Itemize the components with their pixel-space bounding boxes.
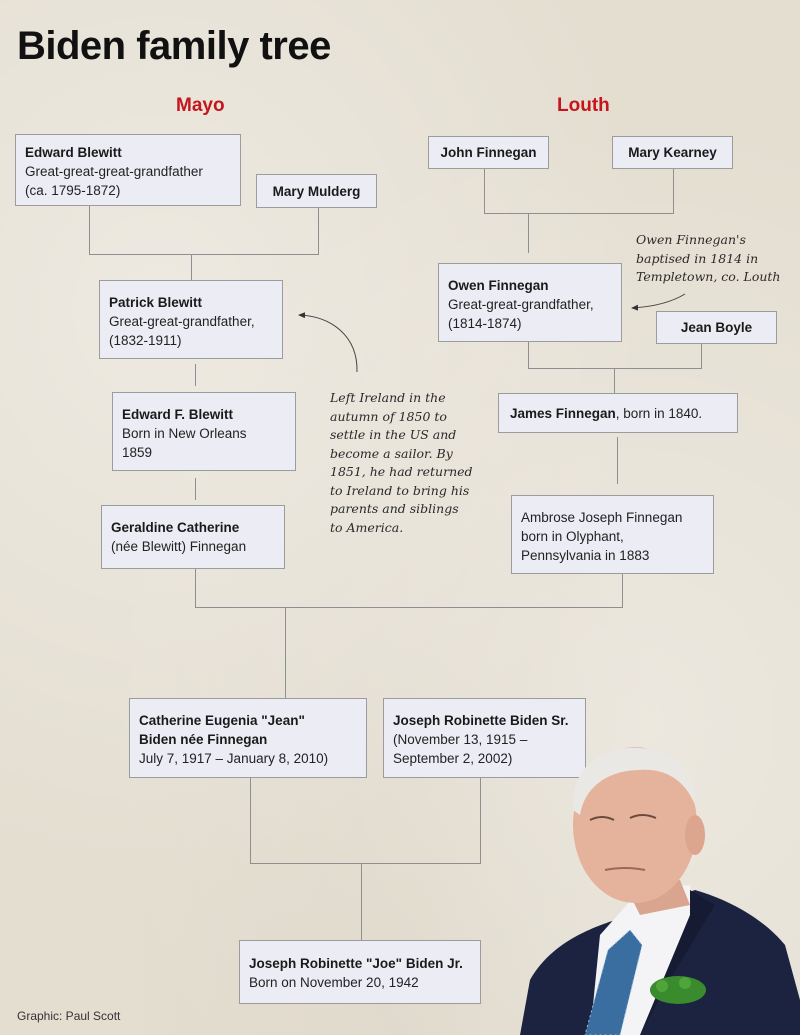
person-relation: Great-great-great-grandfather <box>25 164 203 179</box>
connector-line <box>484 213 674 214</box>
region-label-mayo: Mayo <box>176 95 225 116</box>
person-dates-end: September 2, 2002) <box>393 751 513 766</box>
region-label-louth: Louth <box>557 95 610 116</box>
annotation-patrick-blewitt <box>330 389 473 537</box>
connector-line <box>614 368 615 393</box>
person-name: Catherine Eugenia "Jean" <box>139 713 305 728</box>
connector-line <box>673 168 674 213</box>
connector-line <box>480 778 481 863</box>
person-name: James Finnegan <box>510 405 616 421</box>
person-name: Owen Finnegan <box>448 278 549 293</box>
person-dates: (ca. 1795-1872) <box>25 183 121 198</box>
connector-line <box>617 437 618 484</box>
person-name: Edward F. Blewitt <box>122 407 234 422</box>
connector-line <box>89 205 90 254</box>
annotation-line: Templetown, co. Louth <box>636 269 781 284</box>
person-box-edward-f-blewitt <box>112 392 296 471</box>
annotation-line: autumn of 1850 to <box>330 408 447 424</box>
person-name: Joseph Robinette Biden Sr. <box>393 713 569 728</box>
person-name: Mary Mulderg <box>272 183 361 199</box>
connector-line <box>528 213 529 253</box>
person-box-joe-biden <box>239 940 481 1004</box>
annotation-line: Left Ireland in the <box>330 390 446 405</box>
person-dates: (November 13, 1915 – <box>393 732 528 747</box>
person-name-continued: Biden née Finnegan <box>139 732 268 747</box>
connector-line <box>484 168 485 213</box>
person-dates: 1859 <box>122 445 153 460</box>
person-birthplace: Born in New Orleans <box>122 426 247 441</box>
person-box-owen-finnegan <box>438 263 622 342</box>
person-birthplace: born in Olyphant, <box>521 529 624 544</box>
person-box-edward-blewitt <box>15 134 241 206</box>
annotation-line: become a sailor. By <box>330 445 453 461</box>
annotation-owen-finnegan <box>636 231 780 287</box>
annotation-line: Owen Finnegan's <box>636 232 746 247</box>
connector-line <box>195 364 196 386</box>
connector-line <box>528 342 529 368</box>
person-name: Joseph Robinette "Joe" Biden Jr. <box>249 956 463 971</box>
graphic-credit: Graphic: Paul Scott <box>17 1009 121 1023</box>
connector-line <box>191 254 192 280</box>
person-box-james-finnegan <box>498 393 738 433</box>
annotation-line: baptised in 1814 in <box>636 250 759 266</box>
joe-biden-photo <box>490 740 800 1035</box>
person-name: Geraldine Catherine <box>111 520 240 535</box>
person-maiden-name: (née Blewitt) Finnegan <box>111 539 247 554</box>
annotation-line: parents and siblings <box>330 501 459 516</box>
person-birth: Born on November 20, 1942 <box>249 975 419 990</box>
connector-line <box>195 569 196 607</box>
annotation-line: settle in the US and <box>330 427 457 442</box>
person-box-jean-boyle <box>656 311 777 344</box>
person-relation: Great-great-grandfather, <box>448 297 594 312</box>
connector-line <box>528 368 702 369</box>
person-box-mary-kearney <box>612 136 733 169</box>
person-name: Ambrose Joseph Finnegan <box>521 510 683 525</box>
person-box-ambrose-finnegan <box>511 495 714 574</box>
person-box-patrick-blewitt <box>99 280 283 359</box>
annotation-line: 1851, he had returned <box>330 464 473 479</box>
annotation-line: to America. <box>330 519 404 535</box>
connector-line <box>361 863 362 940</box>
connector-line <box>89 254 319 255</box>
person-name: Edward Blewitt <box>25 145 122 160</box>
arrow-icon <box>299 315 357 372</box>
connector-line <box>285 607 286 698</box>
page-title: Biden family tree <box>17 24 331 68</box>
connector-line <box>701 344 702 368</box>
connector-line <box>250 778 251 863</box>
person-dates: (1832-1911) <box>109 333 182 348</box>
person-dates: (1814-1874) <box>448 316 522 331</box>
person-box-geraldine <box>101 505 285 569</box>
annotation-line: to Ireland to bring his <box>330 482 470 498</box>
person-box-catherine-biden <box>129 698 367 778</box>
person-name: John Finnegan <box>440 145 537 160</box>
person-box-mary-mulderg <box>256 174 377 208</box>
person-name: Patrick Blewitt <box>109 295 203 310</box>
person-birth: , born in 1840. <box>615 405 703 421</box>
connector-line <box>622 574 623 607</box>
person-name: Jean Boyle <box>680 320 753 335</box>
person-dates: July 7, 1917 – January 8, 2010) <box>139 751 329 766</box>
connector-line <box>318 207 319 254</box>
arrow-icon <box>632 294 685 308</box>
connector-line <box>195 607 623 608</box>
connector-line <box>195 478 196 500</box>
person-birthplace-year: Pennsylvania in 1883 <box>521 548 650 563</box>
person-box-john-finnegan <box>428 136 549 169</box>
person-name: Mary Kearney <box>628 145 717 160</box>
connector-line <box>250 863 481 864</box>
person-relation: Great-great-grandfather, <box>109 314 255 329</box>
